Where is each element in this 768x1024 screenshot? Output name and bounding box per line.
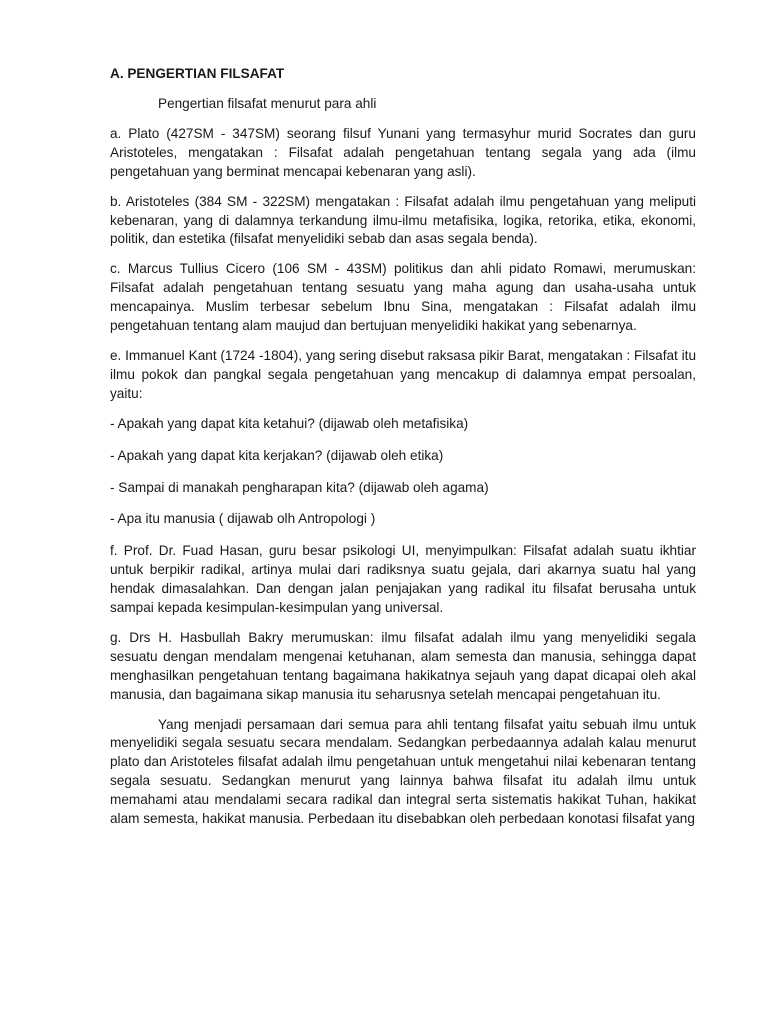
intro-line: Pengertian filsafat menurut para ahli (158, 96, 377, 111)
list-item: - Sampai di manakah pengharapan kita? (dijawab oleh agama) (110, 479, 489, 495)
paragraph-kant: e. Immanuel Kant (1724 -1804), yang sering disebut raksasa pikir Barat, mengatakan : Filsafat itu ilmu pokok dan pangkal segala pengetahuan yang mencakup di dalamnya empat persoalan, yaitu: (110, 347, 696, 401)
paragraph-plato: a. Plato (427SM - 347SM) seorang filsuf Yunani yang termasyhur murid Socrates dan guru Aristoteles, mengatakan : Filsafat adalah pengetahuan tentang segala yang ada (ilmu pengetahuan yang berminat mencapai kebenaran yang asli). (110, 125, 696, 179)
paragraph-aristoteles: b. Aristoteles (384 SM - 322SM) mengatakan : Filsafat adalah ilmu pengetahuan yang meliputi kebenaran, yang di dalamnya terkandung ilmu-ilmu metafisika, logika, retorika, etika, ekonomi, politik, dan estetika (filsafat menyelidiki sebab dan asas segala benda). (110, 193, 696, 247)
section-heading: A. PENGERTIAN FILSAFAT (110, 66, 285, 81)
paragraph-cicero: c. Marcus Tullius Cicero (106 SM - 43SM) politikus dan ahli pidato Romawi, merumuskan: Filsafat adalah pengetahuan tentang sesuatu yang maha agung dan usaha-usaha untuk mencapainya. Muslim terbesar sebelum Ibnu Sina, mengatakan : Filsafat adalah ilmu pengetahuan tentang alam maujud dan bertujuan menyelidiki hakikat yang sebenarnya. (110, 261, 696, 334)
paragraph-hasbullah-bakry: g. Drs H. Hasbullah Bakry merumuskan: ilmu filsafat adalah ilmu yang menyelidiki segala sesuatu dengan mendalam mengenai ketuhanan, alam semesta dan manusia, sehingga dapat menghasilkan pengetahuan tentang bagaimana hakikatnya sejauh yang dapat dicapai oleh akal manusia, dan bagaimana sikap manusia itu seharusnya setelah mencapai pengetahuan itu. (110, 629, 696, 702)
list-item: - Apakah yang dapat kita kerjakan? (dijawab oleh etika) (110, 447, 444, 463)
list-item: - Apa itu manusia ( dijawab olh Antropologi ) (110, 511, 376, 527)
document-page (110, 64, 696, 829)
paragraph-fuad-hasan: f. Prof. Dr. Fuad Hasan, guru besar psikologi UI, menyimpulkan: Filsafat adalah suatu ikhtiar untuk berpikir radikal, artinya mulai dari radiksnya suatu gejala, dari akarnya suatu hal yang hendak dimasalahkan. Dan dengan jalan penjajakan yang radikal itu filsafat berusaha untuk sampai kepada kesimpulan-kesimpulan yang universal. (110, 543, 696, 616)
paragraph-conclusion: Yang menjadi persamaan dari semua para ahli tentang filsafat yaitu sebuah ilmu untuk menyelidiki segala sesuatu secara mendalam. Sedangkan perbedaannya adalah kalau menurut plato dan Aristoteles filsafat adalah ilmu pengetahuan untuk mengetahui nilai kebenaran tentang segala sesuatu. Sedangkan menurut yang lainnya bahwa filsafat itu adalah ilmu untuk memahami atau mendalami secara radikal dan integral serta sistematis hakikat Tuhan, hakikat alam semesta, hakikat manusia. Perbedaan itu disebabkan oleh perbedaan konotasi filsafat yang (110, 716, 696, 827)
list-item: - Apakah yang dapat kita ketahui? (dijawab oleh metafisika) (110, 415, 469, 431)
